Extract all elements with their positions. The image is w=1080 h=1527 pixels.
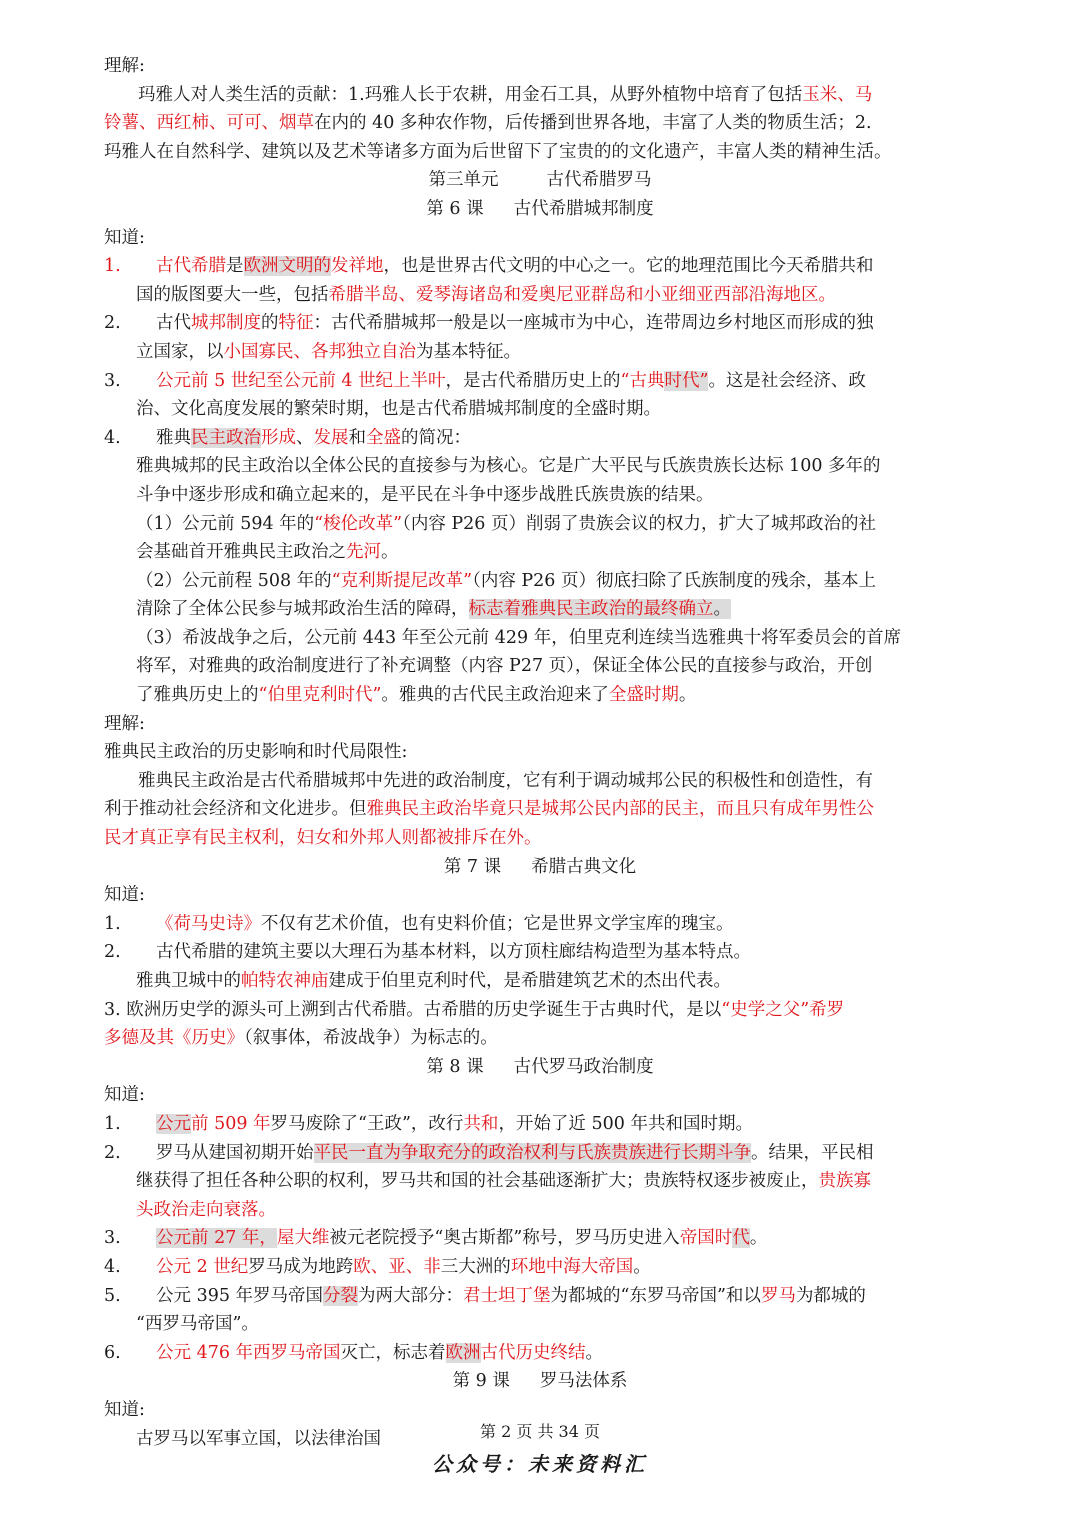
lesson-9-know-label: 知道:	[104, 1399, 145, 1420]
lesson-7-item-2-cont: 雅典卫城中的帕特农神庙建成于伯里克利时代，是希腊建筑艺术的杰出代表。	[136, 971, 731, 991]
maya-paragraph-line-1: 玛雅人对人类生活的贡献：1.玛雅人长于农耕，用金石工具，从野外植物中培育了包括玉米、马	[138, 84, 873, 105]
lesson-6-item-3: 3. 公元前 5 世纪至公元前 4 世纪上半叶，是古代希腊历史上的“古典时代”。这是社会经济、政	[104, 370, 866, 391]
lesson-9-para-1: 古罗马以军事立国，以法律治国	[136, 1428, 381, 1449]
brand-watermark: 公众号：未来资料汇	[432, 1452, 648, 1476]
lesson-7-know-label: 知道:	[104, 885, 145, 906]
maya-paragraph-line-3: 玛雅人在自然科学、建筑以及艺术等诸多方面为后世留下了宝贵的的文化遗产，丰富人类的精神生活。	[104, 141, 892, 162]
pericles-line-2: 将军，对雅典的政治制度进行了补充调整（内容 P27 页），保证全体公民的直接参与政治，开创	[136, 656, 873, 677]
lesson-8-item-5: 5. 公元 395 年罗马帝国分裂为两大部分：君士坦丁堡为都城的“东罗马帝国”和以罗马为都城的	[104, 1285, 866, 1306]
lesson-8-item-3: 3. 公元前 27 年，屋大维被元老院授予“奥古斯都”称号，罗马历史进入帝国时代。	[104, 1228, 768, 1249]
lesson-7-item-3: 3. 欧洲历史学的源头可上溯到古代希腊。古希腊的历史学诞生于古典时代，是以“史学之父”希罗	[104, 999, 845, 1020]
lesson-6-understand-line-2: 利于推动社会经济和文化进步。但雅典民主政治毕竟只是城邦公民内部的民主，而且只有成年男性公	[104, 799, 874, 820]
cleisthenes-reform-line-2: 清除了全体公民参与城邦政治生活的障碍，标志着雅典民主政治的最终确立。	[136, 599, 731, 620]
pericles-line-3: 了雅典历史上的“伯里克利时代”。雅典的古代民主政治迎来了全盛时期。	[136, 685, 697, 706]
lesson-8-item-2-cont-2: 头政治走向衰落。	[136, 1199, 276, 1220]
lesson-8-item-5-cont: “西罗马帝国”。	[136, 1314, 259, 1335]
lesson-8-title: 第 8 课 古代罗马政治制度	[426, 1056, 654, 1077]
lesson-8-item-6: 6. 公元 476 年西罗马帝国灭亡，标志着欧洲古代历史终结。	[104, 1342, 604, 1363]
lesson-6-item-4-para-2: 斗争中逐步形成和确立起来的，是平民在斗争中逐步战胜氏族贵族的结果。	[136, 484, 714, 505]
pericles-line-1: （3）希波战争之后，公元前 443 年至公元前 429 年，伯里克利连续当选雅典十将军委员会的首席	[136, 627, 902, 648]
unit-title: 第三单元 古代希腊罗马	[428, 170, 652, 191]
lesson-6-know-label: 知道:	[104, 227, 145, 248]
lesson-6-item-2-cont: 立国家，以小国寡民、各邦独立自治为基本特征。	[136, 341, 521, 362]
lesson-7-title: 第 7 课 希腊古典文化	[443, 856, 637, 877]
lesson-6-title: 第 6 课 古代希腊城邦制度	[426, 198, 654, 219]
lesson-6-understand-line-1: 雅典民主政治是古代希腊城邦中先进的政治制度，它有利于调动城邦公民的积极性和创造性，有	[138, 770, 873, 791]
lesson-8-item-2: 2. 罗马从建国初期开始平民一直为争取充分的政治权利与氏族贵族进行长期斗争。结果，平民相	[104, 1142, 874, 1163]
lesson-6-item-1: 1. 古代希腊是欧洲文明的发祥地，也是世界古代文明的中心之一。它的地理范围比今天希腊共和	[104, 256, 874, 277]
lesson-8-know-label: 知道:	[104, 1085, 145, 1106]
lesson-8-item-2-cont-1: 继获得了担任各种公职的权利，罗马共和国的社会基础逐渐扩大；贵族特权逐步被废止，贵族寡	[136, 1171, 871, 1192]
lesson-6-understand-line-3: 民才真正享有民主权利，妇女和外邦人则都被排斥在外。	[104, 828, 542, 849]
maya-paragraph-line-2: 铃薯、西红柿、可可、烟草在内的 40 多种农作物，后传播到世界各地，丰富了人类的物质生活；2.	[104, 113, 872, 134]
lesson-6-item-3-cont: 治、文化高度发展的繁荣时期，也是古代希腊城邦制度的全盛时期。	[136, 399, 661, 420]
lesson-8-item-4: 4. 公元 2 世纪罗马成为地跨欧、亚、非三大洲的环地中海大帝国。	[104, 1256, 651, 1277]
lesson-8-item-1: 1. 公元前 509 年罗马废除了“王政”，改行共和，开始了近 500 年共和国时期。	[104, 1113, 753, 1134]
page-number: 第 2 页 共 34 页	[480, 1422, 600, 1441]
understand-label: 理解:	[104, 56, 145, 76]
lesson-7-item-2: 2. 古代希腊的建筑主要以大理石为基本材料，以方顶柱廊结构造型为基本特点。	[104, 942, 751, 963]
lesson-6-item-2: 2. 古代城邦制度的特征：古代希腊城邦一般是以一座城市为中心，连带周边乡村地区而形成的独	[104, 313, 874, 334]
lesson-6-understand-title: 雅典民主政治的历史影响和时代局限性:	[104, 742, 408, 763]
lesson-6-item-1-cont: 国的版图要大一些，包括希腊半岛、爱琴海诸岛和爱奥尼亚群岛和小亚细亚西部沿海地区。	[136, 284, 836, 305]
lesson-6-item-4: 4. 雅典民主政治形成、发展和全盛的简况：	[104, 427, 471, 448]
lesson-9-title: 第 9 课 罗马法体系	[452, 1371, 628, 1392]
cleisthenes-reform-line-1: （2）公元前程 508 年的“克利斯提尼改革”（内容 P26 页）彻底扫除了氏族制度的残余，基本上	[136, 570, 876, 591]
solon-reform-line-1: （1）公元前 594 年的“梭伦改革”（内容 P26 页）削弱了贵族会议的权力，扩大了城邦政治的社	[136, 513, 876, 534]
lesson-6-item-4-para-1: 雅典城邦的民主政治以全体公民的直接参与为核心。它是广大平民与氏族贵族长达标 100 多年的	[136, 456, 881, 477]
solon-reform-line-2: 会基础首开雅典民主政治之先河。	[136, 542, 399, 563]
lesson-7-item-3-cont: 多德及其《历史》（叙事体，希波战争）为标志的。	[104, 1028, 498, 1049]
lesson-7-item-1: 1. 《荷马史诗》不仅有艺术价值，也有史料价值；它是世界文学宝库的瑰宝。	[104, 913, 734, 934]
lesson-6-understand-label: 理解:	[104, 713, 145, 734]
